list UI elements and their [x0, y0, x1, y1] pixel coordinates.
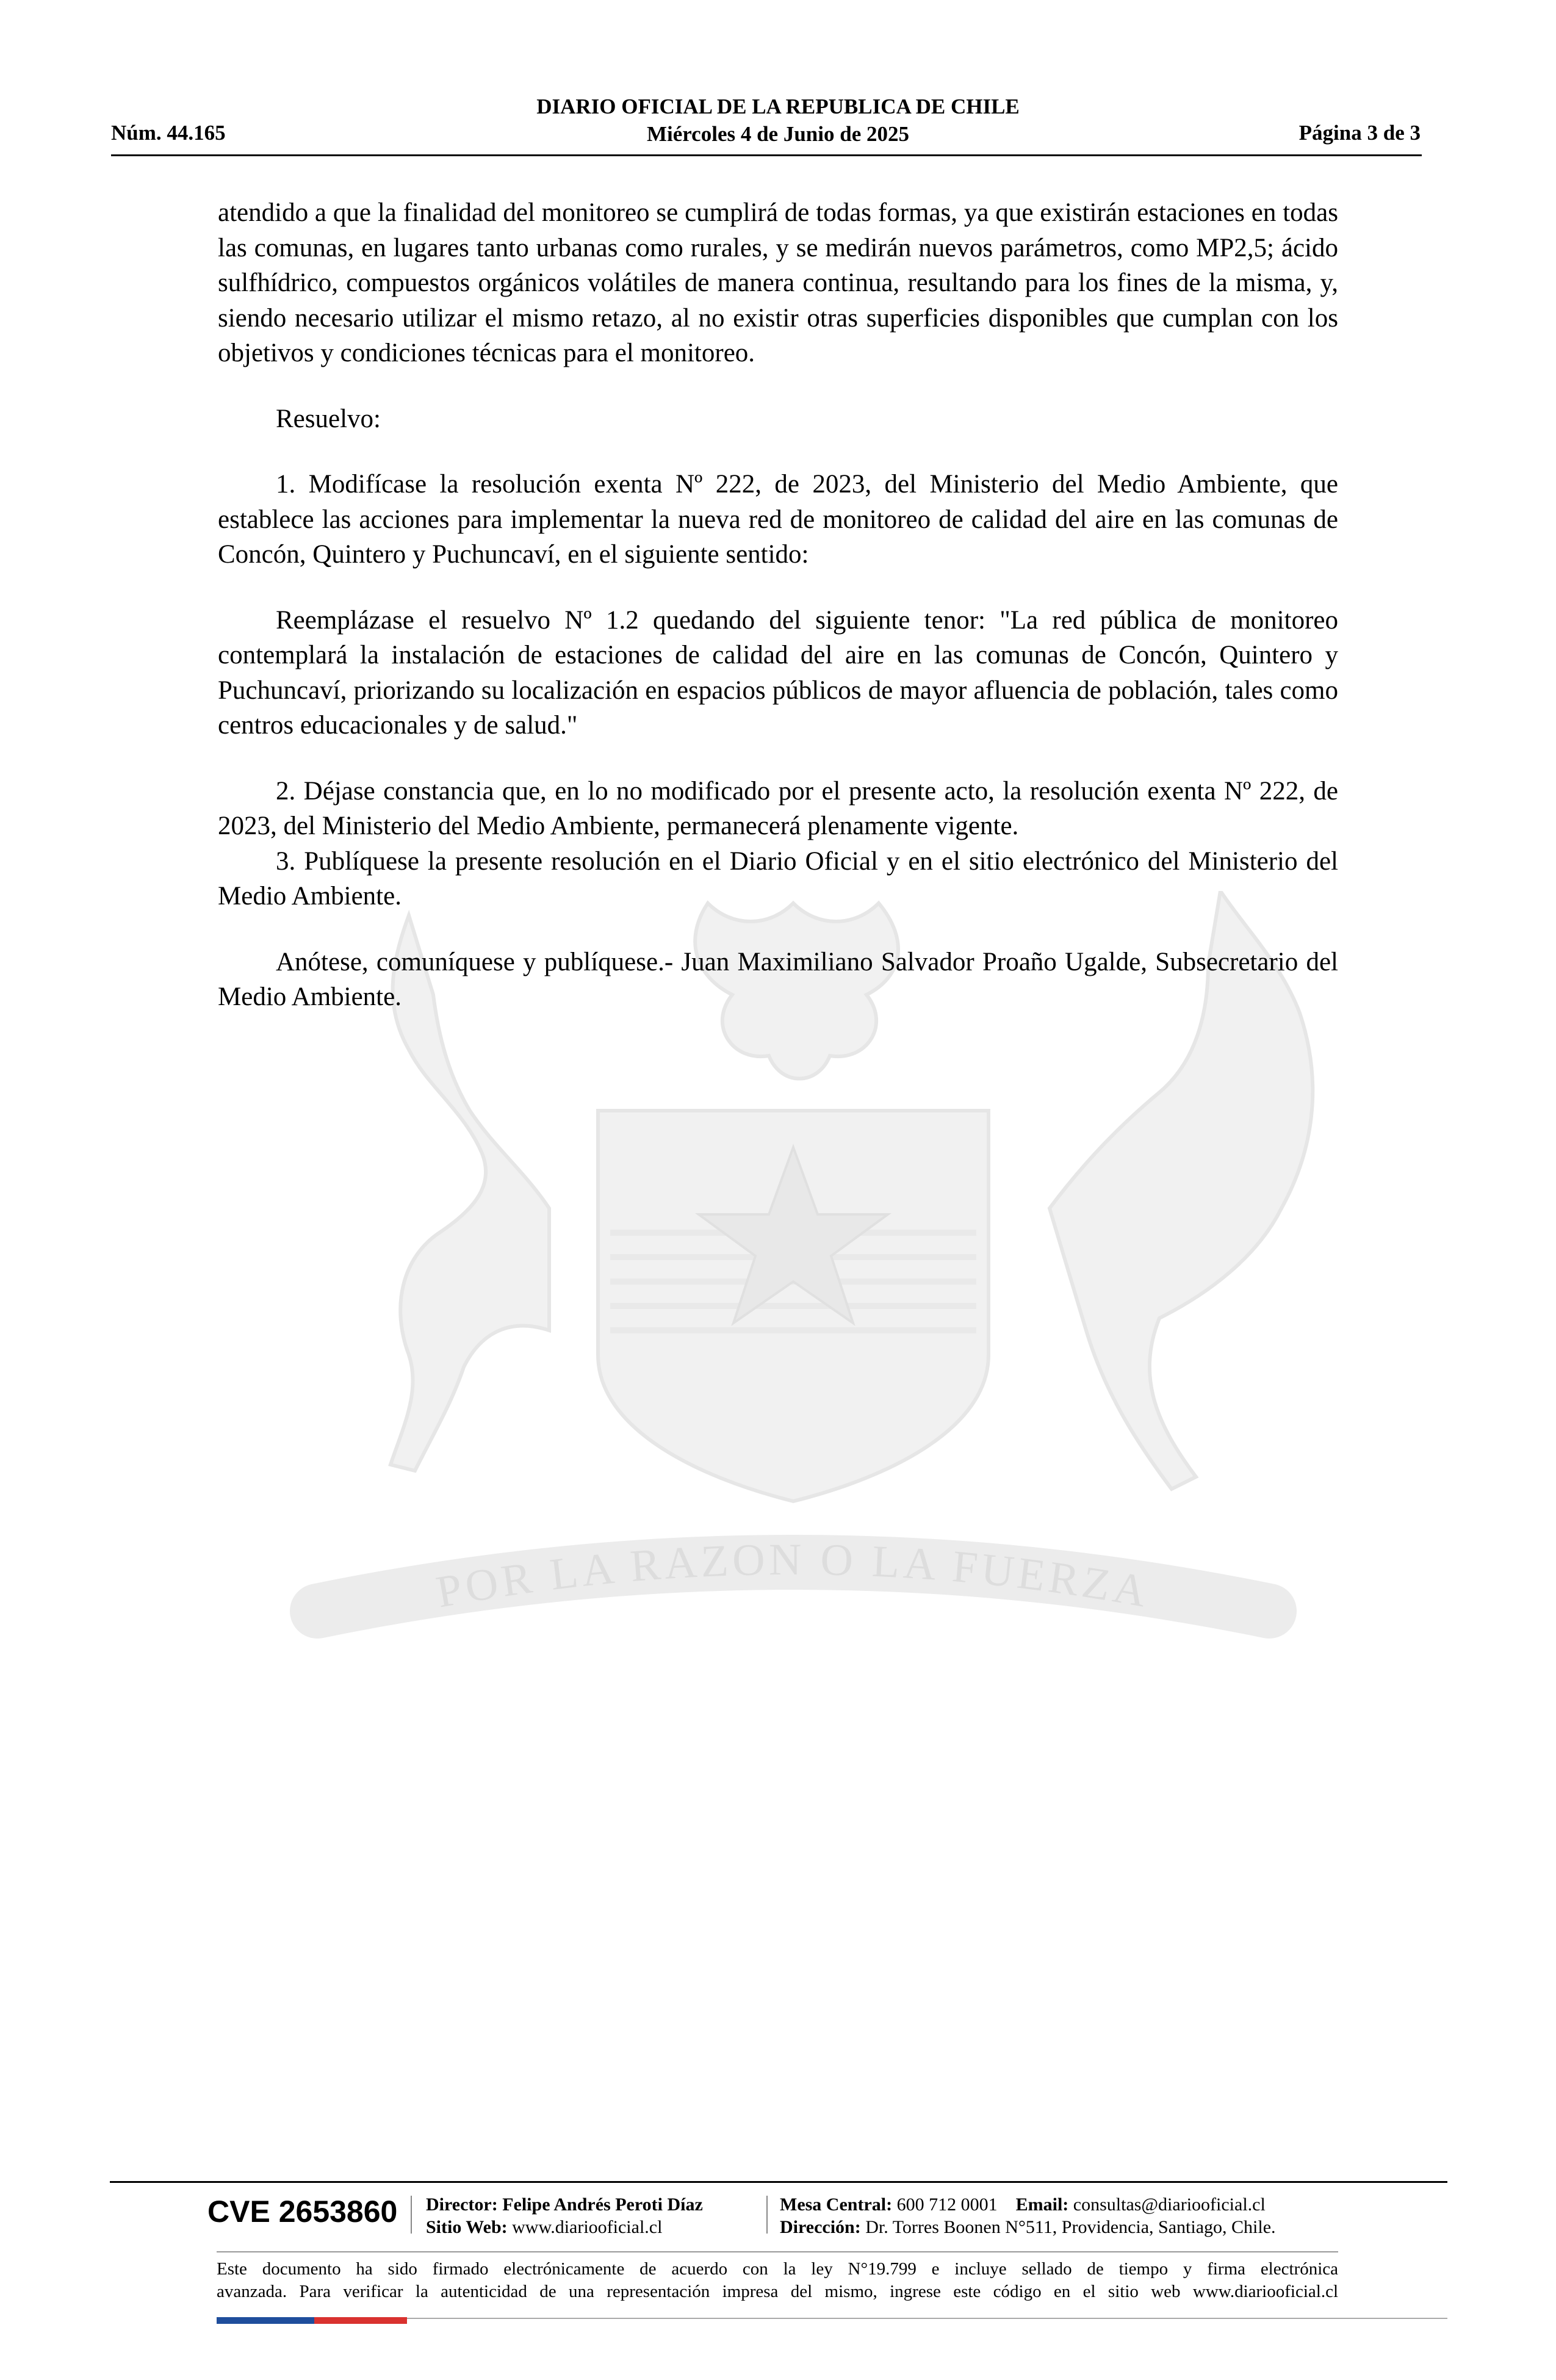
- document-body: [218, 195, 1338, 1015]
- issue-date: Miércoles 4 de Junio de 2025: [646, 122, 909, 146]
- issue-number: Núm. 44.165: [111, 121, 226, 145]
- verification-notice: [217, 2258, 1338, 2303]
- footer-separator: [766, 2196, 768, 2234]
- address-label: Dirección:: [780, 2217, 861, 2237]
- header-divider: [111, 154, 1422, 156]
- footer-director-block: [426, 2193, 703, 2238]
- footer-divider-bottom: [407, 2318, 1447, 2319]
- website-label: Sitio Web:: [426, 2217, 508, 2237]
- cve-code: CVE 2653860: [207, 2194, 398, 2229]
- director-name: Felipe Andrés Peroti Díaz: [502, 2194, 703, 2215]
- paragraph-replacement: Reemplázase el resuelvo Nº 1.2 quedando del siguiente tenor: "La red pública de monitoreo contemplará la instalación de estaciones de calidad del aire en las comunas de Concón, Quintero y Puchuncaví, priorizando su localización en espacios públicos de mayor afluencia de población, tales como centros educacionales y de salud.": [218, 605, 1338, 740]
- newspaper-title: DIARIO OFICIAL DE LA REPUBLICA DE CHILE: [536, 95, 1020, 118]
- paragraph-item-2: 2. Déjase constancia que, en lo no modificado por el presente acto, la resolución exenta Nº 222, de 2023, del Ministerio del Medio Ambiente, permanecerá plenamente vigente.: [218, 776, 1338, 840]
- paragraph-continuation: atendido a que la finalidad del monitoreo se cumplirá de todas formas, ya que existirán estaciones en todas las comunas, en lugares tanto urbanas como rurales, y se medirán nuevos parámetros, como MP2,5; ácido sulfhídrico, compuestos orgánicos volátiles de manera continua, resultando para los fines de la misma, y, siendo necesario utilizar el mismo retazo, al no existir otras superficies disponibles que cumplan con los objetivos y condiciones técnicas para el monitoreo.: [218, 198, 1338, 367]
- paragraph-item-1: 1. Modifícase la resolución exenta Nº 222, de 2023, del Ministerio del Medio Ambiente, que establece las acciones para implementar la nueva red de monitoreo de calidad del aire en las comunas de Concón, Quintero y Puchuncaví, en el siguiente sentido:: [218, 470, 1338, 569]
- phone-value: 600 712 0001: [896, 2194, 998, 2215]
- address-value: Dr. Torres Boonen N°511, Providencia, Santiago, Chile.: [865, 2217, 1276, 2237]
- verification-line-1: Este documento ha sido firmado electrónicamente de acuerdo con la ley N°19.799 e incluye sellado de tiempo y firma electrónica: [217, 2259, 1338, 2279]
- director-label: Director:: [426, 2194, 498, 2215]
- flag-stripe-blue: [217, 2317, 314, 2324]
- paragraph-item-3: 3. Publíquese la presente resolución en el Diario Oficial y en el sitio electrónico del Ministerio del Medio Ambiente.: [218, 846, 1338, 911]
- footer-divider-mid: [217, 2251, 1338, 2252]
- footer-separator: [411, 2196, 412, 2234]
- verification-line-2: avanzada. Para verificar la autenticidad de una representación impresa del mismo, ingrese este código en el sitio web www.diariooficial.cl: [217, 2282, 1338, 2301]
- footer-contact-block: [780, 2193, 1276, 2238]
- svg-text:POR LA RAZON O LA FUERZA: [433, 1535, 1154, 1618]
- paragraph-resuelvo: Resuelvo:: [276, 404, 381, 433]
- footer-divider-top: [110, 2181, 1447, 2183]
- phone-label: Mesa Central:: [780, 2194, 893, 2215]
- paragraph-signature: Anótese, comuníquese y publíquese.- Juan Maximiliano Salvador Proaño Ugalde, Subsecretario del Medio Ambiente.: [218, 947, 1338, 1011]
- website-link[interactable]: www.diariooficial.cl: [512, 2217, 663, 2237]
- page-indicator: Página 3 de 3: [1298, 121, 1421, 145]
- motto-text: POR LA RAZON O LA FUERZA: [432, 1534, 1154, 1618]
- email-label: Email:: [1015, 2194, 1069, 2215]
- email-link[interactable]: consultas@diariooficial.cl: [1073, 2194, 1266, 2215]
- flag-stripe-red: [314, 2317, 407, 2324]
